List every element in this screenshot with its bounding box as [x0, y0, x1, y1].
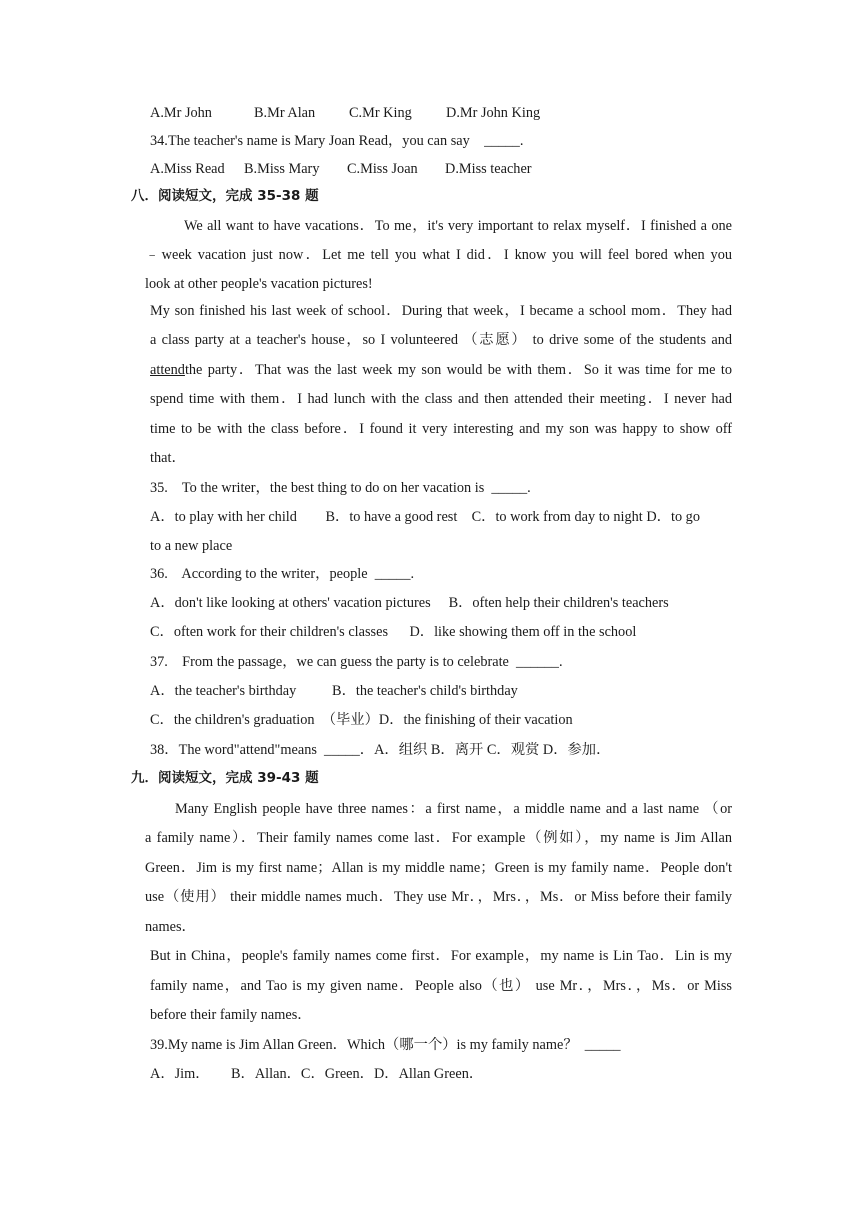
- s8-para2-line2: a class party at a teacher's house，so I volunteered （志愿） to drive some of the students and: [150, 332, 732, 348]
- q37-options-cd: C．the children's graduation （毕业）D．the finishing of their vacation: [150, 712, 573, 728]
- q35-options-continued: to a new place: [150, 538, 233, 554]
- s9-para1-line5: names．: [145, 919, 196, 935]
- q34-option-a: A.Miss Read: [150, 161, 225, 177]
- s8-para2-line3: [150, 363, 732, 377]
- s9-para1-line2: a family name）．Their family names come last．For example（例如），my name is Jim Allan: [145, 830, 732, 846]
- q36-stem: 36. According to the writer，people _____.: [150, 566, 415, 582]
- s8-para2-line6: that．: [150, 450, 186, 466]
- s8-para2-line3-rest: the party．That was the last week my son would be with them．So it was time for me to: [184, 362, 732, 378]
- q34-option-d: D.Miss teacher: [445, 161, 532, 177]
- s8-para1-line2: ﹣week vacation just now．Let me tell you what I did．I know you will feel bored when you: [145, 247, 732, 263]
- q36-options-cd: C．often work for their children's classes D．like showing them off in the school: [150, 624, 637, 640]
- q35-options: A．to play with her child B．to have a good rest C．to work from day to night D．to go: [150, 509, 700, 525]
- q34-option-c: C.Miss Joan: [347, 161, 418, 177]
- attend-underlined-word: attend: [150, 362, 185, 378]
- q33-option-d: D.Mr John King: [446, 105, 541, 121]
- s9-para2-line2: family name，and Tao is my given name．People also（也） use Mr．，Mrs．，Ms．or Miss: [150, 978, 732, 994]
- s8-para2-line4: spend time with them．I had lunch with the class and then attended their meeting．I never had: [150, 391, 732, 407]
- s8-para2-line1: My son finished his last week of school．During that week，I became a school mom．They had: [150, 303, 732, 319]
- q36-options-ab: A．don't like looking at others' vacation pictures B．often help their children's teachers: [150, 595, 669, 611]
- q38-stem: 38．The word"attend"means _____．A．组织 B．离开 C．观赏 D．参加．: [150, 742, 611, 758]
- s9-para1-line1: Many English people have three names：a first name，a middle name and a last name （or: [175, 801, 732, 817]
- s9-para2-line1: But in China，people's family names come first．For example，my name is Lin Tao．Lin is my: [150, 948, 732, 964]
- q37-options-ab: A．the teacher's birthday B．the teacher's child's birthday: [150, 683, 518, 699]
- s9-para1-line4: use（使用） their middle names much．They use Mr．，Mrs．，Ms．or Miss before their family: [145, 889, 732, 905]
- s9-para1-line3: Green．Jim is my first name；Allan is my middle name；Green is my family name．People don't: [145, 860, 732, 876]
- s9-para2-line3: before their family names．: [150, 1007, 312, 1023]
- q33-option-c: C.Mr King: [349, 105, 412, 121]
- q39-stem: 39.My name is Jim Allan Green．Which（哪一个）is my family name？ _____: [150, 1037, 621, 1053]
- section-8-heading: 八．阅读短文，完成 35-38 题: [131, 188, 319, 204]
- q34-option-b: B.Miss Mary: [244, 161, 320, 177]
- s8-para2-line5: time to be with the class before．I found it very interesting and my son was happy to show off: [150, 421, 732, 437]
- s8-para1-line3: look at other people's vacation pictures!: [145, 276, 373, 292]
- q34-stem: 34.The teacher's name is Mary Joan Read，you can say _____.: [150, 133, 524, 149]
- q37-stem: 37. From the passage，we can guess the party is to celebrate ______.: [150, 654, 563, 670]
- q33-option-b: B.Mr Alan: [254, 105, 316, 121]
- section-9-heading: 九．阅读短文，完成 39-43 题: [131, 770, 319, 786]
- q35-stem: 35. To the writer，the best thing to do on her vacation is _____.: [150, 480, 531, 496]
- s8-para1-line1: We all want to have vacations．To me，it's very important to relax myself．I finished a one: [184, 218, 732, 234]
- q39-options: A．Jim． B．Allan．C．Green．D．Allan Green．: [150, 1066, 484, 1082]
- q33-option-a: A.Mr John: [150, 105, 212, 121]
